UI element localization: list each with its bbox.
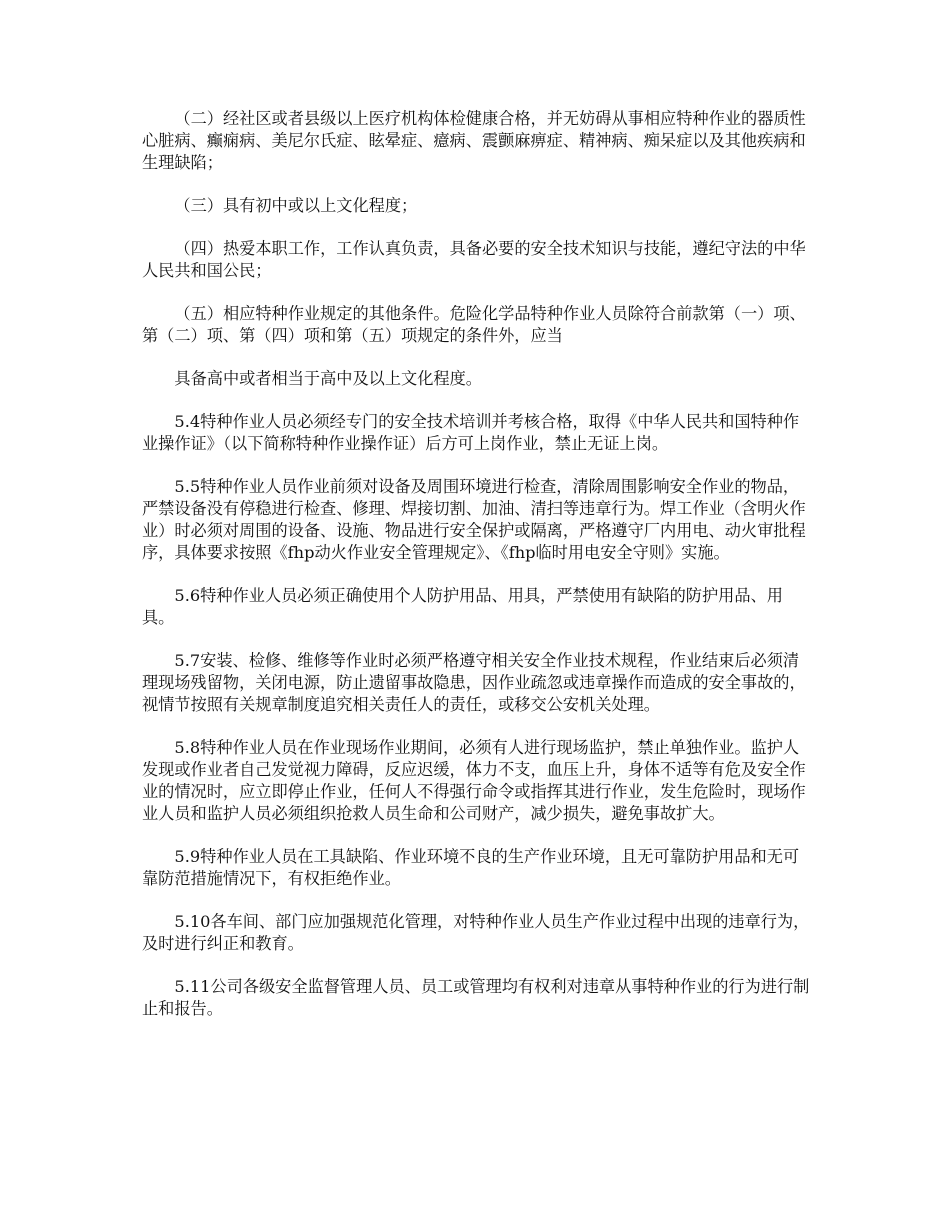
paragraph-continuation: 具备高中或者相当于高中及以上文化程度。 [174, 369, 482, 388]
paragraph-5-6: 5.6特种作业人员必须正确使用个人防护用品、用具，严禁使用有缺陷的防护用品、用具。 [142, 586, 783, 627]
paragraph-item-2: （二）经社区或者县级以上医疗机构体检健康合格，并无妨碍从事相应特种作业的器质性心脏病、癫痫病、美尼尔氏症、眩晕症、癔病、震颤麻痹症、精神病、痴呆症以及其他疾病和生理缺陷； [142, 109, 806, 172]
paragraph-item-4: （四）热爱本职工作，工作认真负责，具备必要的安全技术知识与技能，遵纪守法的中华人民共和国公民； [142, 239, 806, 280]
paragraph-5-7: 5.7安装、检修、维修等作业时必须严格遵守相关安全作业技术规程，作业结束后必须清理现场残留物，关闭电源，防止遗留事故隐患，因作业疏忽或违章操作而造成的安全事故的，视情节按照有关规章制度追究相关责任人的责任，或移交公安机关处理。 [142, 651, 806, 714]
paragraph-5-8: 5.8特种作业人员在作业现场作业期间，必须有人进行现场监护，禁止单独作业。监护人发现或作业者自己发觉视力障碍，反应迟缓，体力不支，血压上升，身体不适等有危及安全作业的情况时，应立即停止作业，任何人不得强行命令或指挥其进行作业，发生危险时，现场作业人员和监护人员必须组织抢救人员生命和公司财产，减少损失，避免事故扩大。 [142, 738, 806, 823]
paragraph-item-5: （五）相应特种作业规定的其他条件。危险化学品特种作业人员除符合前款第（一）项、第（二）项、第（四）项和第（五）项规定的条件外，应当 [142, 304, 806, 345]
paragraph-5-9: 5.9特种作业人员在工具缺陷、作业环境不良的生产作业环境，且无可靠防护用品和无可靠防范措施情况下，有权拒绝作业。 [142, 847, 800, 888]
paragraph-5-5: 5.5特种作业人员作业前须对设备及周围环境进行检查，清除周围影响安全作业的物品，严禁设备没有停稳进行检查、修理、焊接切割、加油、清扫等违章行为。焊工作业（含明火作业）时必须对周围的设备、设施、物品进行安全保护或隔离，严格遵守厂内用电、动火审批程序，具体要求按照《fhp动火作业安全管理规定》、《fhp临时用电安全守则》实施。 [142, 477, 806, 562]
paragraph-item-3: （三）具有初中或以上文化程度； [174, 196, 418, 215]
paragraph-5-10: 5.10各车间、部门应加强规范化管理，对特种作业人员生产作业过程中出现的违章行为，及时进行纠正和教育。 [142, 912, 810, 953]
paragraph-5-11: 5.11公司各级安全监督管理人员、员工或管理均有权利对违章从事特种作业的行为进行制止和报告。 [142, 977, 810, 1018]
document-body [142, 108, 814, 1041]
paragraph-5-4: 5.4特种作业人员必须经专门的安全技术培训并考核合格，取得《中华人民共和国特种作业操作证》（以下简称特种作业操作证）后方可上岗作业，禁止无证上岗。 [142, 412, 800, 453]
